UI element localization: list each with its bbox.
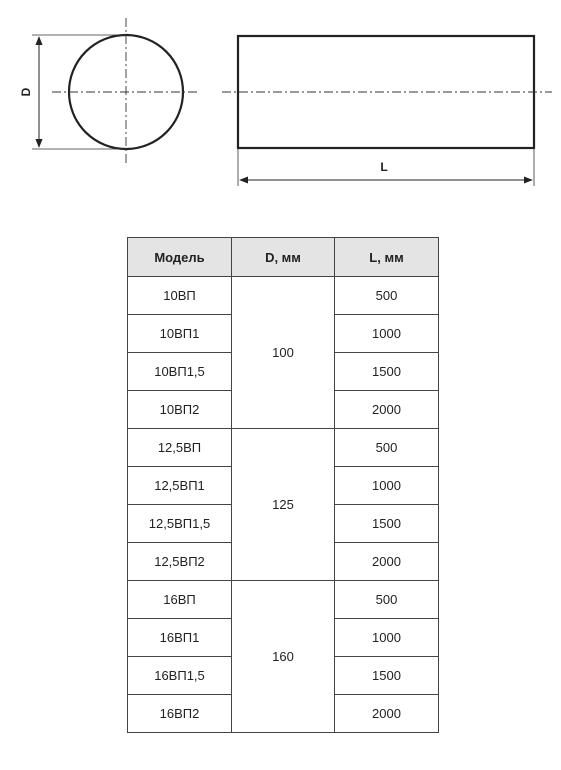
- model-cell: 12,5ВП1: [128, 467, 232, 505]
- model-cell: 10ВП2: [128, 391, 232, 429]
- model-cell: 16ВП: [128, 581, 232, 619]
- length-cell: 500: [335, 429, 439, 467]
- length-cell: 500: [335, 581, 439, 619]
- model-cell: 10ВП1,5: [128, 353, 232, 391]
- pipe-drawing: [0, 0, 561, 200]
- diameter-cell: 125: [232, 429, 335, 581]
- length-cell: 1500: [335, 353, 439, 391]
- header-diameter: D, мм: [232, 238, 335, 277]
- table-row: [128, 581, 439, 619]
- side-view: [222, 36, 552, 186]
- diameter-cell: 100: [232, 277, 335, 429]
- end-view: [19, 18, 200, 166]
- model-cell: 16ВП1: [128, 619, 232, 657]
- model-cell: 16ВП1,5: [128, 657, 232, 695]
- header-model: Модель: [128, 238, 232, 277]
- table-row: [128, 429, 439, 467]
- length-cell: 1500: [335, 505, 439, 543]
- specification-table: [127, 237, 439, 733]
- table-header-row: [128, 238, 439, 277]
- diameter-label: D: [19, 87, 33, 97]
- table-row: [128, 277, 439, 315]
- length-cell: 2000: [335, 695, 439, 733]
- model-cell: 12,5ВП: [128, 429, 232, 467]
- length-cell: 1500: [335, 657, 439, 695]
- model-cell: 10ВП1: [128, 315, 232, 353]
- length-cell: 1000: [335, 467, 439, 505]
- length-cell: 2000: [335, 543, 439, 581]
- model-cell: 12,5ВП2: [128, 543, 232, 581]
- length-label: L: [380, 160, 388, 174]
- length-cell: 2000: [335, 391, 439, 429]
- header-length: L, мм: [335, 238, 439, 277]
- model-cell: 16ВП2: [128, 695, 232, 733]
- model-cell: 10ВП: [128, 277, 232, 315]
- length-cell: 500: [335, 277, 439, 315]
- diameter-cell: 160: [232, 581, 335, 733]
- model-cell: 12,5ВП1,5: [128, 505, 232, 543]
- length-cell: 1000: [335, 619, 439, 657]
- length-cell: 1000: [335, 315, 439, 353]
